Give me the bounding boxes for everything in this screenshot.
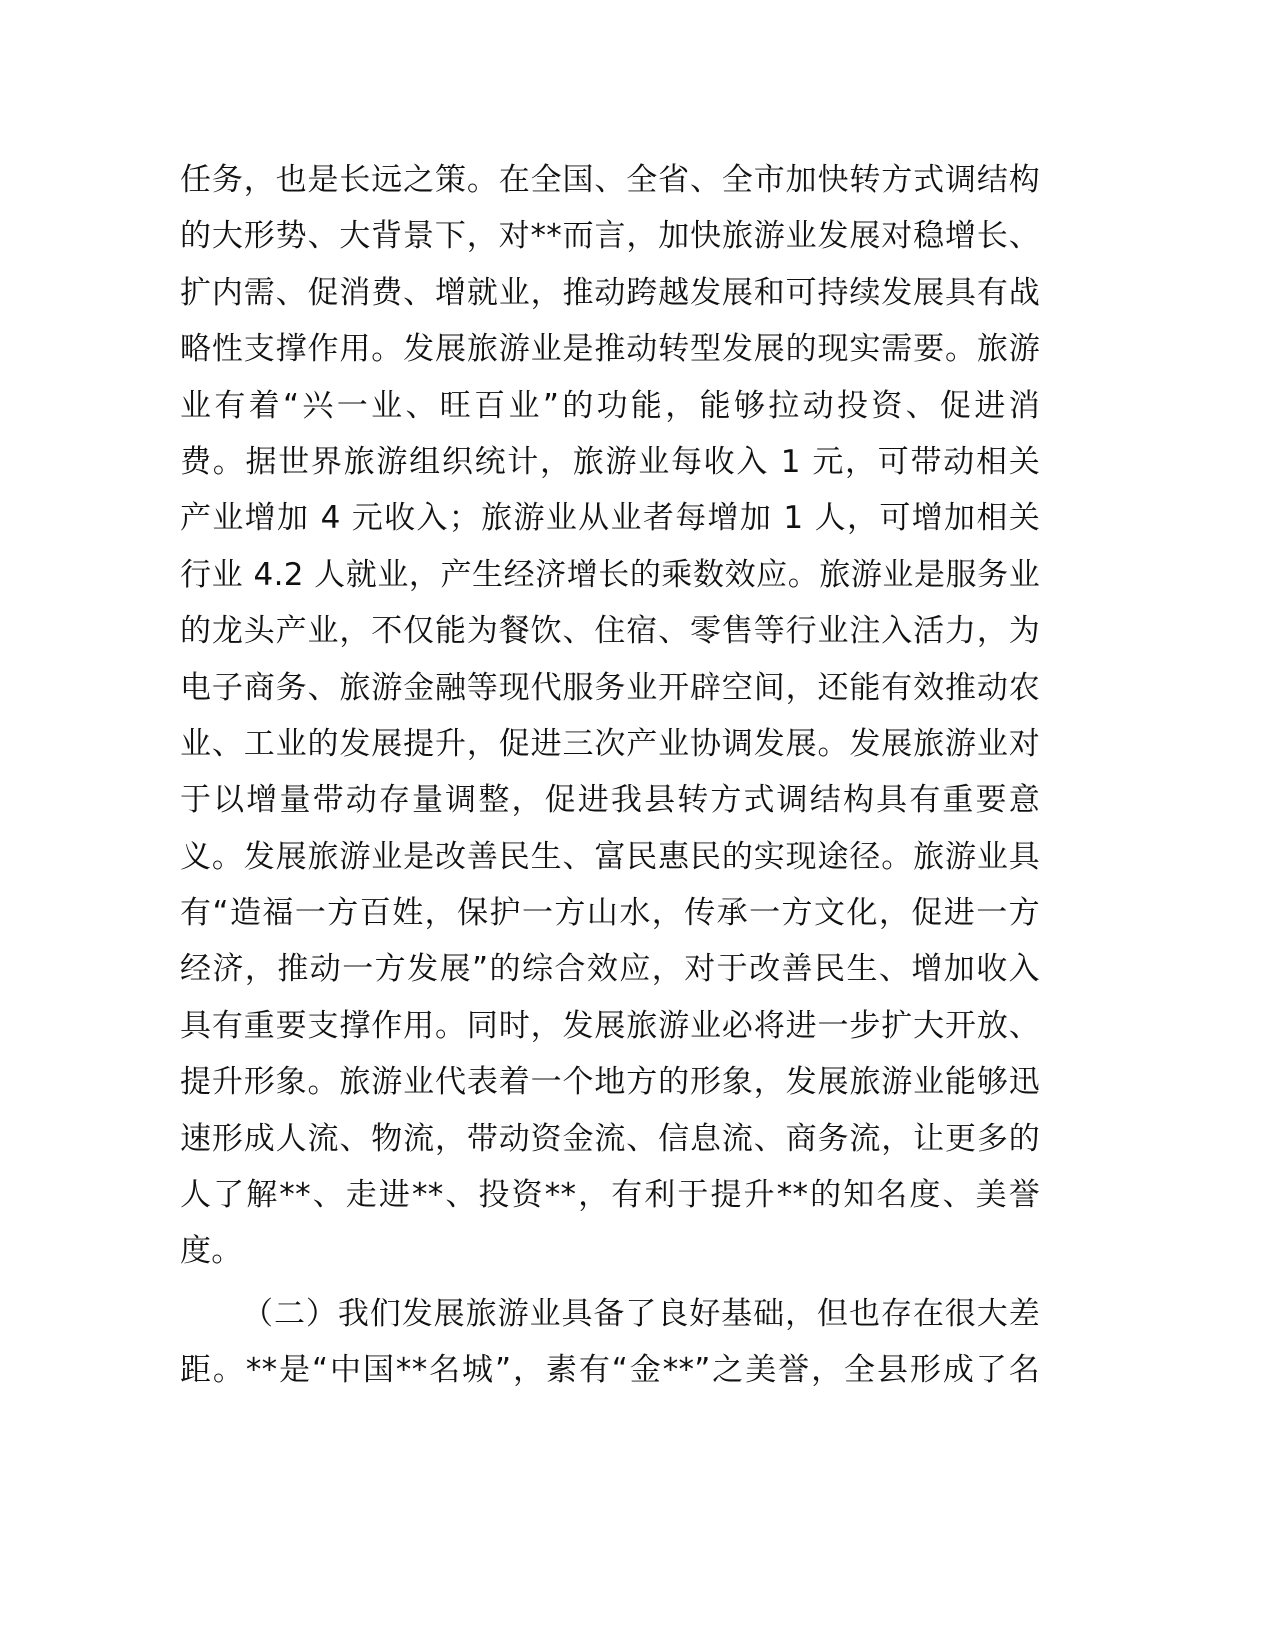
- text-line: 经济，推动一方发展”的综合效应，对于改善民生、增加收入: [180, 951, 1040, 988]
- text-line: 的大形势、大背景下，对**而言，加快旅游业发展对稳增长、: [180, 218, 1040, 255]
- text-line: 提升形象。旅游业代表着一个地方的形象，发展旅游业能够迅: [180, 1064, 1040, 1101]
- text-line: 业、工业的发展提升，促进三次产业协调发展。发展旅游业对: [180, 725, 1040, 762]
- paragraph-end-line: 度。: [180, 1233, 243, 1270]
- text-line: 行业 4.2 人就业，产生经济增长的乘数效应。旅游业是服务业: [180, 556, 1040, 593]
- document-body: [180, 152, 1040, 1399]
- text-line: 产业增加 4 元收入；旅游业从业者每增加 1 人，可增加相关: [180, 500, 1040, 537]
- text-line: 费。据世界旅游组织统计，旅游业每收入 1 元，可带动相关: [180, 443, 1040, 480]
- text-line: 人了解**、走进**、投资**，有利于提升**的知名度、美誉: [180, 1177, 1040, 1214]
- text-line: 于以增量带动存量调整，促进我县转方式调结构具有重要意: [180, 782, 1040, 819]
- text-line: 的龙头产业，不仅能为餐饮、住宿、零售等行业注入活力，为: [180, 613, 1040, 650]
- text-line: 距。**是“中国**名城”，素有“金**”之美誉，全县形成了名: [180, 1352, 1040, 1389]
- text-line: 速形成人流、物流，带动资金流、信息流、商务流，让更多的: [180, 1120, 1040, 1157]
- text-line: 电子商务、旅游金融等现代服务业开辟空间，还能有效推动农: [180, 669, 1040, 706]
- text-line: 扩内需、促消费、增就业，推动跨越发展和可持续发展具有战: [180, 274, 1040, 311]
- text-line: 业有着“兴一业、旺百业”的功能，能够拉动投资、促进消: [180, 387, 1040, 424]
- text-line: 任务，也是长远之策。在全国、全省、全市加快转方式调结构: [180, 162, 1040, 198]
- text-line: 有“造福一方百姓，保护一方山水，传承一方文化，促进一方: [180, 895, 1040, 932]
- section-heading-line: （二）我们发展旅游业具备了良好基础，但也存在很大差: [242, 1295, 1040, 1332]
- text-line: 义。发展旅游业是改善民生、富民惠民的实现途径。旅游业具: [180, 838, 1040, 875]
- text-line: 略性支撑作用。发展旅游业是推动转型发展的现实需要。旅游: [180, 331, 1040, 368]
- text-line: 具有重要支撑作用。同时，发展旅游业必将进一步扩大开放、: [180, 1007, 1040, 1044]
